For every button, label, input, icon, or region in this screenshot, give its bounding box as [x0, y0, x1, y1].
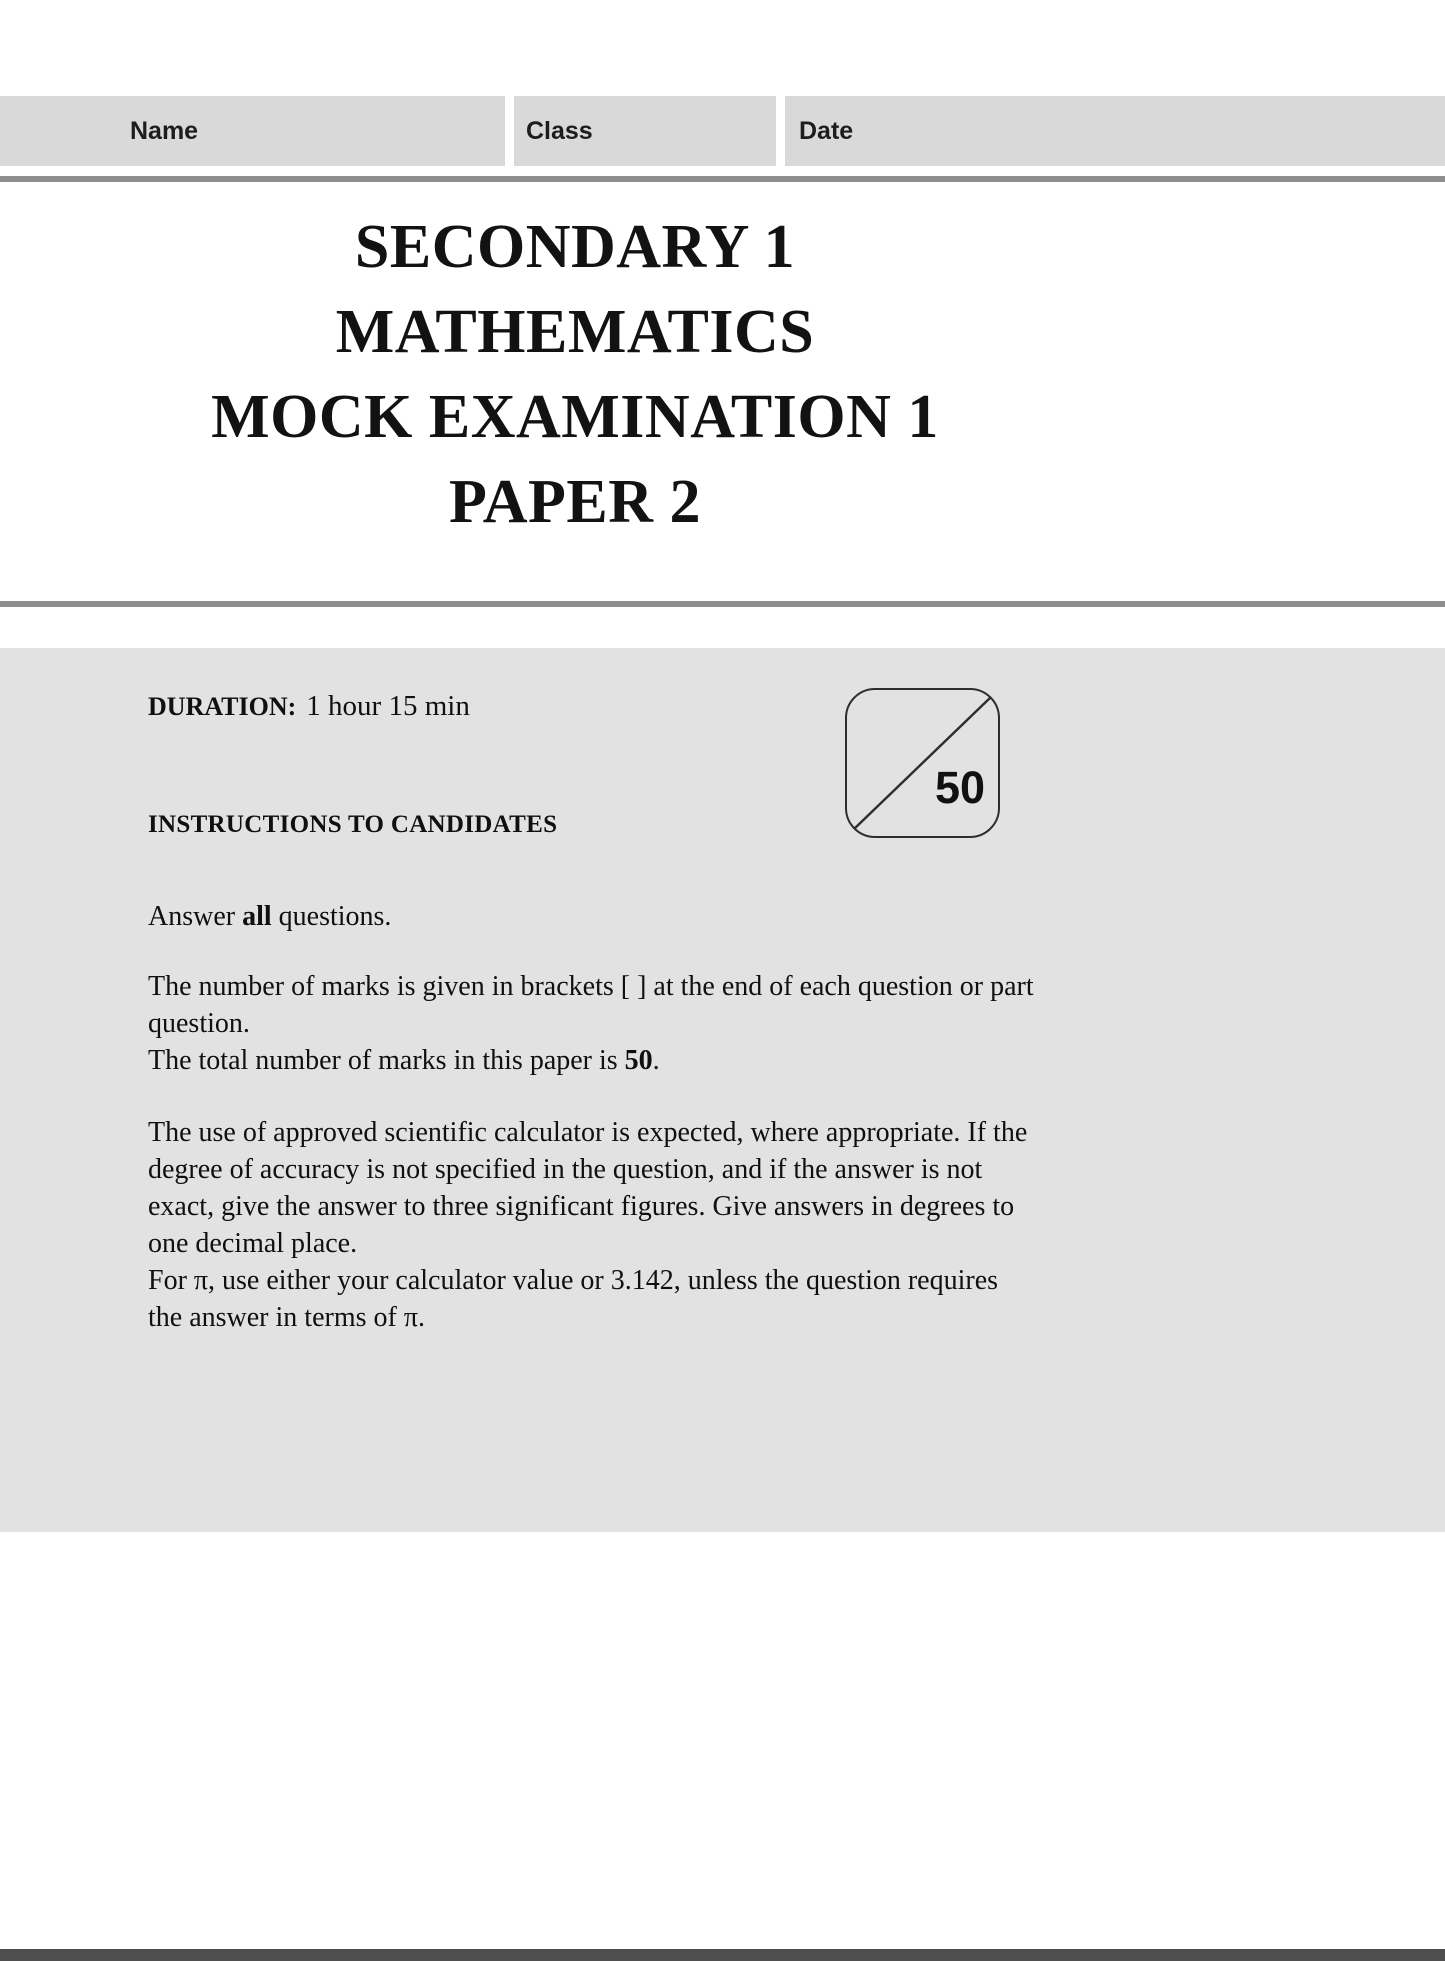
answer-text-post: questions.	[271, 901, 392, 932]
duration-value: 1 hour 15 min	[306, 690, 470, 722]
class-label: Class	[526, 116, 593, 145]
answer-text-bold: all	[242, 901, 272, 932]
answer-text-pre: Answer	[148, 901, 243, 932]
instructions-panel	[0, 648, 1445, 1532]
date-field	[785, 96, 1445, 166]
student-info-bar	[0, 96, 1445, 166]
calculator-text: The use of approved scientific calculator is expected, where appropriate. If the degree of accuracy is not specified in the question, and if the answer is not exact, give the answer to three significant figures. Give answers in degrees to one decimal place.	[148, 1117, 1028, 1259]
marks-info-paragraph	[148, 968, 1038, 1079]
total-text-post: .	[652, 1045, 660, 1076]
title-line-paper: PAPER 2	[448, 468, 702, 536]
answer-all-paragraph	[148, 898, 1038, 935]
total-marks-box	[845, 688, 1000, 838]
field-divider	[505, 96, 514, 166]
name-field	[0, 96, 505, 166]
total-marks-line	[148, 1042, 1038, 1079]
pi-note-text: For π, use either your calculator value or 3.142, unless the question requires the answer in terms of π.	[148, 1265, 999, 1333]
field-divider	[776, 96, 785, 166]
mid-rule	[0, 601, 1445, 607]
total-text-pre: The total number of marks in this paper is	[148, 1045, 625, 1076]
title-line-subject: MATHEMATICS	[335, 298, 815, 366]
duration-line	[148, 690, 470, 723]
total-marks-value: 50	[934, 762, 985, 813]
title-line-level: SECONDARY 1	[354, 213, 796, 281]
duration-label: DURATION:	[148, 692, 297, 721]
name-label: Name	[130, 116, 199, 145]
exam-title	[0, 205, 1150, 545]
bottom-edge-bar	[0, 1949, 1445, 1961]
date-label: Date	[799, 116, 854, 145]
title-line-exam: MOCK EXAMINATION 1	[211, 383, 939, 451]
top-rule	[0, 176, 1445, 182]
calculator-paragraph	[148, 1114, 1038, 1336]
class-field	[514, 96, 776, 166]
total-text-bold: 50	[624, 1045, 653, 1076]
marks-brackets-text: The number of marks is given in brackets [ ] at the end of each question or part question.	[148, 971, 1034, 1039]
instructions-heading: INSTRUCTIONS TO CANDIDATES	[148, 811, 558, 838]
